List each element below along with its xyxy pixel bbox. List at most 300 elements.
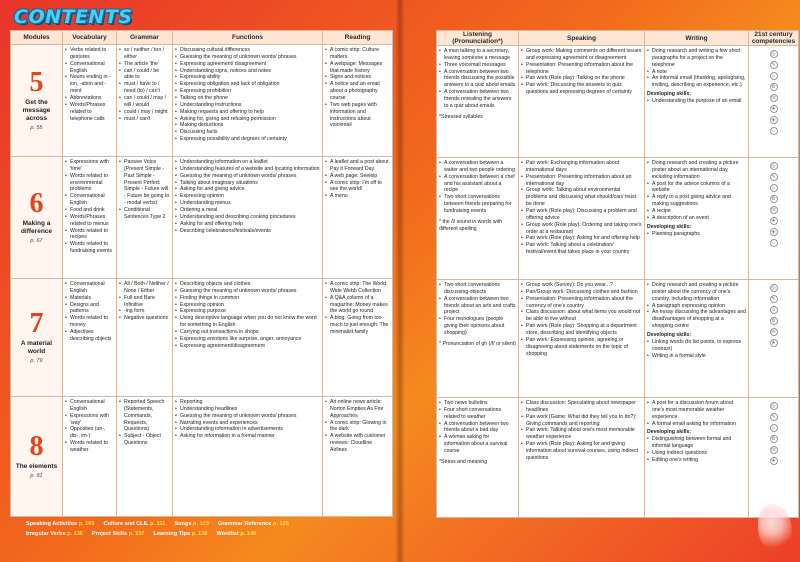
list-item: • Words related to environmental problems <box>65 173 114 194</box>
list-item: • Asking for and giving advice <box>175 186 320 193</box>
competency-icon: ✎ <box>771 62 776 68</box>
list-item: • A Q&A column of a magazine: Money makes the world go round <box>325 295 390 316</box>
list-item: • Expressing obligation and lack of obligation <box>175 81 320 88</box>
right-table-header <box>437 31 799 46</box>
list-item: • Asking for information in a formal manner <box>175 433 320 440</box>
column-header: Listening (Pronunciation*) <box>437 31 519 46</box>
list-item: • Group work: Talking about environmental problems and discussing what should/can/ must be done <box>521 187 642 208</box>
list-item: • Expressing prohibition <box>175 88 320 95</box>
list-item: • Two web pages with information and instructions about voicemail <box>325 102 390 129</box>
list-item: • Food and drink <box>65 207 114 214</box>
list-item: • Expressing agreement/ disagreement <box>175 61 320 68</box>
list-item: • Expressions with 'way' <box>65 413 114 427</box>
list-item: • Pair work (Role play): Asking for and offering help <box>521 235 642 242</box>
column-header: Modules <box>11 31 63 45</box>
list-item: • could / may / might <box>119 109 170 116</box>
competency-icon: ★ <box>771 340 776 346</box>
list-item: • Group work (Survey): Do you wear...? <box>521 282 642 289</box>
bullet-list <box>65 159 114 255</box>
list-item: • Making deductions <box>175 122 320 129</box>
list-item: • Expressing agreement/disagreement <box>175 343 320 350</box>
competencies-cell <box>749 46 799 158</box>
list-item: • Expressing possibility and degrees of certainty <box>175 136 320 143</box>
list-item: • Two short conversations discussing objects <box>439 282 516 296</box>
functions-cell <box>173 157 323 279</box>
competency-icon: ✎ <box>771 174 776 180</box>
speaking-cell <box>519 398 645 518</box>
list-item: • Pair work (Game: What did they tell you to do?): Giving commands and reporting <box>521 414 642 428</box>
reading-cell <box>323 157 393 279</box>
column-header: Vocabulary <box>63 31 117 45</box>
bullet-list <box>647 48 746 89</box>
list-item: • Talking about imaginary situations <box>175 180 320 187</box>
bullet-list <box>439 282 516 337</box>
vocabulary-cell <box>63 397 117 517</box>
list-item: • The article 'the' <box>119 61 170 68</box>
list-item: • Guessing the meaning of unknown words/ phrases <box>175 413 320 420</box>
module-cell[interactable] <box>11 157 63 279</box>
functions-cell <box>173 45 323 157</box>
list-item: • Designs and patterns <box>65 302 114 316</box>
developing-skills-label: Developing skills: <box>647 91 692 98</box>
list-item: • An essay discussing the advantages and disadvantages of shopping at a shopping centre <box>647 309 746 330</box>
list-item: • Adjectives describing objects <box>65 329 114 343</box>
list-item: • Describing objects and clothes <box>175 281 320 288</box>
module-title: The elements <box>15 462 58 470</box>
list-item: • A post for the advice columns of a website <box>647 181 746 195</box>
list-item: • A comic strip: The World Wide Webb Collection <box>325 281 390 295</box>
list-item: • Expressing opinion <box>175 193 320 200</box>
list-item: • Understanding menus <box>175 200 320 207</box>
competency-icon: ☺ <box>770 185 777 191</box>
module-row <box>437 158 799 280</box>
module-title: A material world <box>20 340 53 355</box>
listening-cell <box>437 158 519 280</box>
bullet-list <box>325 281 390 336</box>
list-item: • Expressing opinion <box>175 302 320 309</box>
module-cell[interactable] <box>11 279 63 397</box>
list-item: • Understanding the purpose of an email <box>647 98 746 105</box>
list-item: • -ing form <box>119 308 170 315</box>
footer-label: Songs <box>174 521 192 527</box>
list-item: • Presentation: Presenting information about the telephone <box>521 62 642 76</box>
list-item: • Words related to money <box>65 315 114 329</box>
competency-icon: ✉ <box>771 207 776 213</box>
module-page: p. 55 <box>30 124 43 131</box>
list-item: • Words related to weather <box>65 440 114 454</box>
list-item: • Understanding headlines <box>175 406 320 413</box>
list-item: • A blog: Going from too much to just enough: The minimalist family <box>325 315 390 336</box>
list-item: • can / could / be able to <box>119 68 170 82</box>
bullet-list <box>647 231 746 238</box>
list-item: • Conversational English <box>65 281 114 295</box>
list-item: • A man talking to a secretary, leaving someone a message <box>439 48 516 62</box>
list-item: • Doing research and writing a few short paragraphs for a project on the telephone <box>647 48 746 69</box>
list-item: • Editing one's writing <box>647 457 746 464</box>
bullet-list <box>647 160 746 222</box>
footer-label: Learning Tips <box>153 530 191 537</box>
list-item: • Ordering a meal <box>175 207 320 214</box>
list-item: • Discussing cultural differences <box>175 47 320 54</box>
listening-cell <box>437 398 519 518</box>
speaking-cell <box>519 280 645 398</box>
competencies-cell <box>749 398 799 518</box>
list-item: • Pair work: Discussing the answers to quiz questions and expressing degrees of certainty <box>521 82 642 96</box>
list-item: • A paragraph expressing opinion <box>647 303 746 310</box>
bullet-list <box>65 281 114 343</box>
list-item: • A note <box>647 69 746 76</box>
list-item: • Understanding and describing cooking procedures <box>175 214 320 221</box>
list-item: • A menu <box>325 193 390 200</box>
footer-link[interactable] <box>153 531 207 537</box>
grammar-cell <box>117 157 173 279</box>
list-item: • Doing research and creating a picture poster about the currency of one's country, including information <box>647 282 746 303</box>
list-item: • A recipe <box>647 208 746 215</box>
list-item: • Expressing ability <box>175 74 320 81</box>
list-item: • A conversation between two friends discussing the possible answers to a quiz about emails <box>439 69 516 90</box>
competency-icon: ◈ <box>770 116 778 124</box>
pronunciation-note: * the /l/ sound in words with different spelling <box>439 218 503 232</box>
list-item: • Class discussion: about what items you would not be able to live without <box>521 309 642 323</box>
module-number: 8 <box>29 430 44 462</box>
column-header: Speaking <box>519 31 645 46</box>
list-item: • Three voicemail messages <box>439 62 516 69</box>
footer-links <box>26 520 386 539</box>
footer-page: p. 111 <box>150 521 166 527</box>
module-row <box>11 45 393 157</box>
reading-cell <box>323 279 393 397</box>
list-item: • A conversation between two friends about an arts and crafts project <box>439 296 516 317</box>
list-item: • Discussing facts <box>175 129 320 136</box>
bullet-list <box>521 282 642 357</box>
competencies-cell <box>749 280 799 398</box>
list-item: • A comic strip: I'm off to see the world! <box>325 180 390 194</box>
list-item: • A web page: Seeleip <box>325 173 390 180</box>
functions-cell <box>173 397 323 517</box>
list-item: • Carrying out transactions in shops <box>175 329 320 336</box>
list-item: • A leaflet and a post about Pay it Forward Day <box>325 159 390 173</box>
footer-label: Project Skills <box>91 530 128 537</box>
list-item: • An online news article: Norton Empties As Fire Approaches <box>325 399 390 420</box>
list-item: • A formal email asking for information <box>647 421 746 428</box>
module-row <box>437 280 799 398</box>
list-item: • Understanding features of a website and locating information <box>175 166 320 173</box>
list-item: • Understanding instructions <box>175 102 320 109</box>
competency-icon: ◈ <box>770 228 778 236</box>
writing-cell <box>645 46 749 158</box>
list-item: • Making requests and offering to help <box>175 109 320 116</box>
competency-icon: ★ <box>771 106 776 112</box>
list-item: • Pair work: Exchanging information about international days <box>521 160 642 174</box>
contents-title: CONTENTS <box>14 6 133 28</box>
footer-page: p. 136 <box>67 530 83 537</box>
bullet-list <box>175 47 320 143</box>
competency-icon: ★ <box>771 458 776 464</box>
module-title: Making a difference <box>20 220 53 235</box>
list-item: • Group work (Role play): Ordering and taking one's order at a restaurant <box>521 222 642 236</box>
list-item: • Asking for and offering help <box>175 221 320 228</box>
list-item: • Talking on the phone <box>175 95 320 102</box>
list-item: • A conversation between two friends revealing the answers to a quiz about emails <box>439 89 516 110</box>
column-header: Functions <box>173 31 323 45</box>
list-item: • A description of an event <box>647 215 746 222</box>
list-item: • A conversation between two friends about a bad day <box>439 421 516 435</box>
module-number: 6 <box>29 188 44 220</box>
speaking-cell <box>519 46 645 158</box>
footer-page: p. 103 <box>78 521 95 527</box>
list-item: • An informal email (thanking, apologising, inviting, describing an experience, etc.) <box>647 75 746 89</box>
bullet-list <box>647 400 746 427</box>
list-item: • Four short conversations related to weather <box>439 407 516 421</box>
competency-icon: ⚙ <box>771 318 776 324</box>
competency-icon: ☼ <box>771 128 776 134</box>
competency-icon: ⚙ <box>771 196 776 202</box>
column-header: Grammar <box>117 31 173 45</box>
list-item: • Negative questions <box>119 315 170 322</box>
competency-icon: ★ <box>771 218 776 224</box>
left-table-header <box>11 31 393 45</box>
competency-icon: ☼ <box>771 240 776 246</box>
list-item: • can / could / may / will / would <box>119 95 170 109</box>
list-item: • Passive Voice (Present Simple - Past Simple - Present Perfect Simple - Future will - Future be going to - modal verbs) <box>119 159 170 207</box>
bullet-list <box>325 47 390 129</box>
list-item: • Signs and notices <box>325 74 390 81</box>
module-page: p. 91 <box>30 472 43 479</box>
list-item: • Conversational English <box>65 399 114 413</box>
list-item: • Full and Bare Infinitive <box>119 295 170 309</box>
pronunciation-note: *Stressed syllables <box>439 113 483 120</box>
writing-cell <box>645 280 749 398</box>
list-item: • Writing in a formal style <box>647 353 746 360</box>
module-row <box>437 46 799 158</box>
competency-icon: ✉ <box>771 447 776 453</box>
footer-link[interactable] <box>218 521 289 527</box>
list-item: • Doing research and creating a picture poster about an international day, including information <box>647 160 746 181</box>
bullet-list <box>647 282 746 330</box>
bullet-list <box>119 159 170 221</box>
developing-skills-label: Developing skills: <box>647 332 692 339</box>
list-item: • A comic strip: Culture matters <box>325 47 390 61</box>
footer-page: p. 123 <box>193 521 209 527</box>
bullet-list <box>65 47 114 122</box>
list-item: • Guessing the meaning of unknown words/ phrases <box>175 288 320 295</box>
list-item: • Presentation: Presenting information about an international day <box>521 174 642 188</box>
reading-cell <box>323 45 393 157</box>
bullet-list <box>647 98 746 105</box>
list-item: • Understanding information on a leaflet <box>175 159 320 166</box>
competency-icon: ⚙ <box>771 84 776 90</box>
list-item: • Reported Speech (Statements, Commands, Requests, Questions) <box>119 399 170 433</box>
list-item: • Finding things in common <box>175 295 320 302</box>
list-item: • Expressing purpose <box>175 308 320 315</box>
module-row <box>11 157 393 279</box>
column-header: Reading <box>323 31 393 45</box>
footer-label: Irregular Verbs <box>26 530 66 537</box>
grammar-cell <box>117 45 173 157</box>
contents-table-right <box>436 30 799 518</box>
list-item: • A webpage: Messages that made history <box>325 61 390 75</box>
grammar-cell <box>117 279 173 397</box>
bullet-list <box>325 399 390 454</box>
column-header: Writing <box>645 31 749 46</box>
list-item: • Describing celebrations/festivals/events <box>175 228 320 235</box>
footer-label: Speaking Activities <box>26 521 78 527</box>
footer-link[interactable] <box>174 521 209 527</box>
list-item: • Using descriptive language when you do not know the word for something in English <box>175 315 320 329</box>
list-item: • Pair work (Role play): Shopping at a department store, describing and identifying objects <box>521 323 642 337</box>
writing-cell <box>645 158 749 280</box>
list-item: • Words related to fundraising events <box>65 241 114 255</box>
competency-icon: ◎ <box>771 403 776 409</box>
module-row <box>11 279 393 397</box>
competencies-cell <box>749 158 799 280</box>
list-item: • Class discussion: Speculating about newspaper headlines <box>521 400 642 414</box>
bullet-list <box>439 160 516 215</box>
list-item: • must / can't <box>119 116 170 123</box>
bullet-list <box>175 159 320 234</box>
module-cell[interactable] <box>11 45 63 157</box>
list-item: • A conversation between a chef and his assistant about a recipe <box>439 174 516 195</box>
list-item: • Expressing emotions like surprise, anger, annoyance <box>175 336 320 343</box>
list-item: • A reply to a post giving advice and making suggestions <box>647 194 746 208</box>
speaking-cell <box>519 158 645 280</box>
footer-label: Grammar Reference <box>217 521 272 527</box>
contents-table-left <box>10 30 393 517</box>
bullet-list <box>521 400 642 462</box>
list-item: • Linking words (to list points, to express contrast) <box>647 339 746 353</box>
module-number: 7 <box>29 308 44 340</box>
competency-icon: ✉ <box>771 95 776 101</box>
list-item: • Two short conversations between friends preparing for fundraising events <box>439 194 516 215</box>
list-item: • Nouns ending in -ion, -ation and -ment <box>65 74 114 95</box>
list-item: • Pair work: Talking about one's most memorable weather experience <box>521 427 642 441</box>
footer-link[interactable] <box>92 531 145 537</box>
list-item: • Planning paragraphs <box>647 231 746 238</box>
footer-link[interactable] <box>216 531 256 537</box>
list-item: • Expressions with 'time' <box>65 159 114 173</box>
competency-icon: ☺ <box>770 425 777 431</box>
pronunciation-note: *Stress and meaning <box>439 458 488 465</box>
footer-link[interactable] <box>26 531 83 537</box>
developing-skills-label: Developing skills: <box>647 223 692 230</box>
footer-page: p. 140 <box>240 530 257 537</box>
list-item: • Guessing the meaning of unknown words/ phrases <box>175 173 320 180</box>
bullet-list <box>175 399 320 440</box>
list-item: • Pair work: Talking about a celebration/ festival/event that takes place in your country <box>521 242 642 256</box>
bullet-list <box>119 281 170 322</box>
list-item: • Reporting <box>175 399 320 406</box>
list-item: • Two news bulletins <box>439 400 516 407</box>
list-item: • A website with customer reviews: Cloudline Airlines <box>325 433 390 454</box>
competency-icon: ⚙ <box>771 436 776 442</box>
bullet-list <box>521 160 642 256</box>
list-item: • Four monologues (people giving their opinions about shopping) <box>439 316 516 337</box>
module-page: p. 67 <box>30 237 43 244</box>
list-item: • Abbreviations <box>65 95 114 102</box>
developing-skills-label: Developing skills: <box>647 429 692 436</box>
writing-cell <box>645 398 749 518</box>
bullet-list <box>647 436 746 463</box>
pronunciation-note: * Pronunciation of gh (/f/ or silent) <box>439 340 516 347</box>
list-item: • A post for a discussion forum about one's most memorable weather experience <box>647 400 746 421</box>
bullet-list <box>119 399 170 447</box>
list-item: • Materials <box>65 295 114 302</box>
list-item: • Conversational English <box>65 61 114 75</box>
bullet-list <box>439 400 516 455</box>
list-item: • Pair work: Expressing opinion, agreeing or disagreeing about statements on the topic of shopping <box>521 337 642 358</box>
competency-icon: ☺ <box>770 73 777 79</box>
bullet-list <box>119 47 170 122</box>
reading-cell <box>323 397 393 517</box>
bullet-list <box>65 399 114 454</box>
list-item: • Using indirect questions <box>647 450 746 457</box>
functions-cell <box>173 279 323 397</box>
list-item: • Verbs related to gestures <box>65 47 114 61</box>
right-page <box>400 0 800 562</box>
list-item: • Pair work (Role play): Talking on the phone <box>521 75 642 82</box>
vocabulary-cell <box>63 45 117 157</box>
module-cell[interactable] <box>11 397 63 517</box>
footer-page: p. 125 <box>272 521 289 527</box>
list-item: • Opposites (un-, dis-, im-) <box>65 426 114 440</box>
competency-icon: ◎ <box>771 285 776 291</box>
grammar-cell <box>117 397 173 517</box>
list-item: • Words/Phrases related to menus <box>65 214 114 228</box>
list-item: • Conversational English <box>65 193 114 207</box>
footer-page: p. 138 <box>191 530 208 537</box>
list-item: • Group work: Making comments on different issues and expressing agreement or disagreement <box>521 48 642 62</box>
bullet-list <box>647 339 746 360</box>
listening-cell <box>437 280 519 398</box>
competency-icon: ◎ <box>771 163 776 169</box>
footer-link[interactable] <box>26 521 95 527</box>
module-page: p. 79 <box>30 357 43 364</box>
competency-icon: ✉ <box>771 329 776 335</box>
module-row <box>437 398 799 518</box>
module-title: Get the message across <box>22 99 51 122</box>
list-item: • Pair work (Role play): Asking for and giving information about survival courses, using indirect questions <box>521 441 642 462</box>
list-item: • must / have to / need (to) / can't <box>119 81 170 95</box>
list-item: • Conditional Sentences Type 2 <box>119 207 170 221</box>
column-header: 21st century competencies <box>749 31 799 46</box>
list-item: • All / Both / Neither / None / Either <box>119 281 170 295</box>
competency-icon: ☺ <box>770 307 777 313</box>
vocabulary-cell <box>63 279 117 397</box>
footer-page: p. 137 <box>128 530 145 537</box>
competency-icon: ✎ <box>771 296 776 302</box>
list-item: • A notice and an email about a photography course <box>325 81 390 102</box>
footer-link[interactable] <box>104 521 166 527</box>
list-item: • Presentation: Presenting information about the currency of one's country <box>521 296 642 310</box>
bullet-list <box>175 281 320 350</box>
module-row <box>11 397 393 517</box>
list-item: • A woman asking for information about a survival course <box>439 434 516 455</box>
footer-label: Wordlist <box>216 530 239 537</box>
list-item: • Pair work (Role play): Discussing a problem and offering advice <box>521 208 642 222</box>
module-number: 5 <box>29 67 44 99</box>
list-item: • Understanding signs, notices and notes <box>175 68 320 75</box>
list-item: • Words related to recipes <box>65 228 114 242</box>
list-item: • Understanding information in advertisements <box>175 426 320 433</box>
list-item: • Subject - Object Questions <box>119 433 170 447</box>
footer-label: Culture and CLIL <box>103 521 149 527</box>
vocabulary-cell <box>63 157 117 279</box>
bullet-list <box>439 48 516 110</box>
list-item: • Pair/Group work: Discussing clothes and fashion <box>521 289 642 296</box>
competency-icon: ◎ <box>771 51 776 57</box>
listening-cell <box>437 46 519 158</box>
list-item: • Asking for, giving and refusing permission <box>175 116 320 123</box>
